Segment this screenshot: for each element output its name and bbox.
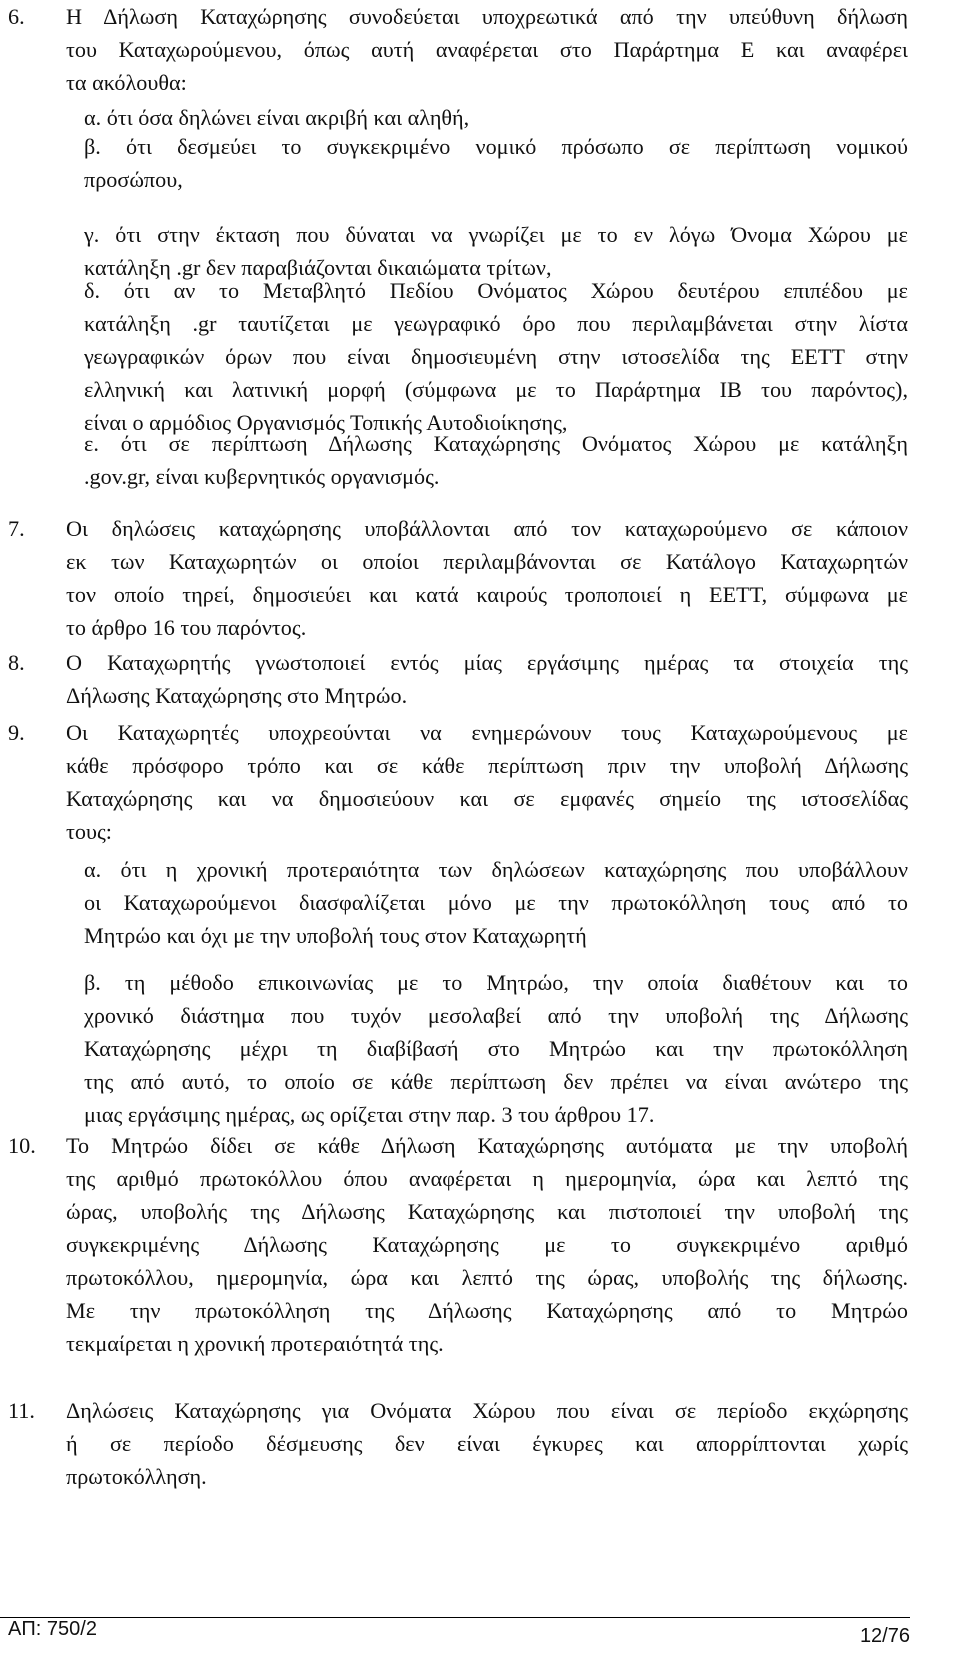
text-line: Οι δηλώσεις καταχώρησης υποβάλλονται από τον καταχωρούμενο σε κάποιον — [66, 516, 908, 541]
subitem-a — [84, 853, 908, 952]
text-line: είναι ο αρμόδιος Οργανισμός Τοπικής Αυτοδιοίκησης, — [84, 410, 568, 435]
text-line: δ. ότι αν το Μεταβλητό Πεδίου Ονόματος Χώρου δευτέρου επιπέδου με — [84, 278, 908, 303]
item-number: 8. — [8, 650, 25, 675]
text-line: γεωγραφικών όρων που είναι δημοσιευμένη στην ιστοσελίδα της ΕΕΤΤ στην — [84, 344, 908, 369]
text-line: Καταχώρησης και να δημοσιεύουν και σε εμφανές σημείο της ιστοσελίδας — [66, 786, 908, 811]
text-line: Δηλώσεις Καταχώρησης για Ονόματα Χώρου που είναι σε περίοδο εκχώρησης — [66, 1398, 908, 1423]
text-line: κατάληξη .gr ταυτίζεται με γεωγραφικό όρο που περιλαμβάνεται στην λίστα — [84, 311, 908, 336]
text-line: ελληνική και λατινική μορφή (σύμφωνα με το Παράρτημα ΙΒ του παρόντος), — [84, 377, 908, 402]
text-line: α. ότι όσα δηλώνει είναι ακριβή και αληθή, — [84, 105, 470, 130]
document-reference: ΑΠ: 750/2 — [8, 1618, 97, 1640]
text-line: γ. ότι στην έκταση που δύναται να γνωρίζει με το εν λόγω Όνομα Χώρου με — [84, 222, 908, 247]
subitem-d — [84, 274, 908, 439]
text-line: προσώπου, — [84, 167, 183, 192]
item-text — [66, 0, 908, 99]
text-line: Με την πρωτοκόλληση της Δήλωσης Καταχώρησης από το Μητρώο — [66, 1298, 908, 1323]
text-line: πρωτοκόλληση. — [66, 1464, 207, 1489]
text-line: Η Δήλωση Καταχώρησης συνοδεύεται υποχρεωτικά από την υπεύθυνη δήλωση — [66, 4, 908, 29]
item-text — [66, 1394, 908, 1493]
text-line: β. ότι δεσμεύει το συγκεκριμένο νομικό πρόσωπο σε περίπτωση νομικού — [84, 134, 908, 159]
text-line: ή σε περίοδο δέσμευσης δεν είναι έγκυρες και απορρίπτονται χωρίς — [66, 1431, 908, 1456]
text-line: Μητρώο και όχι με την υποβολή τους στον Καταχωρητή — [84, 923, 587, 948]
footer-rule — [0, 1617, 910, 1618]
text-line: τα ακόλουθα: — [66, 70, 187, 95]
text-line: Το Μητρώο δίδει σε κάθε Δήλωση Καταχώρησης αυτόματα με την υποβολή — [66, 1133, 908, 1158]
text-line: Δήλωσης Καταχώρησης στο Μητρώο. — [66, 683, 408, 708]
subitem-b — [84, 130, 908, 196]
text-line: του Καταχωρούμενου, όπως αυτή αναφέρεται στο Παράρτημα Ε και αναφέρει — [66, 37, 908, 62]
text-line: της αριθμό πρωτοκόλλου όπου αναφέρεται η ημερομηνία, ώρα και λεπτό της — [66, 1166, 908, 1191]
item-number: 10. — [8, 1133, 36, 1158]
text-line: α. ότι η χρονική προτεραιότητα των δηλώσεων καταχώρησης που υποβάλλουν — [84, 857, 908, 882]
item-text — [66, 716, 908, 848]
item-number: 7. — [8, 516, 25, 541]
item-number: 9. — [8, 720, 25, 745]
text-line: τους: — [66, 819, 112, 844]
text-line: .gov.gr, είναι κυβερνητικός οργανισμός. — [84, 464, 440, 489]
text-line: το άρθρο 16 του παρόντος. — [66, 615, 307, 640]
item-number: 6. — [8, 4, 25, 29]
item-number: 11. — [8, 1398, 35, 1423]
text-line: κατάληξη .gr δεν παραβιάζονται δικαιώματα τρίτων, — [84, 255, 552, 280]
subitem-e — [84, 427, 908, 493]
item-text — [66, 646, 908, 712]
text-line: συγκεκριμένης Δήλωσης Καταχώρησης με το συγκεκριμένο αριθμό — [66, 1232, 908, 1257]
text-line: πρωτοκόλλου, ημερομηνία, ώρα και λεπτό της ώρας, υποβολής της δήλωσης. — [66, 1265, 908, 1290]
text-line: τον οποίο τηρεί, δημοσιεύει και κατά καιρούς τροποποιεί η ΕΕΤΤ, σύμφωνα με — [66, 582, 908, 607]
text-line: Ο Καταχωρητής γνωστοποιεί εντός μίας εργάσιμης ημέρας τα στοιχεία της — [66, 650, 908, 675]
text-line: μιας εργάσιμης ημέρας, ως ορίζεται στην παρ. 3 του άρθρου 17. — [84, 1102, 655, 1127]
page-number: 12/76 — [859, 1625, 910, 1647]
text-line: τεκμαίρεται η χρονική προτεραιότητά της. — [66, 1331, 444, 1356]
text-line: οι Καταχωρούμενοι διασφαλίζεται μόνο με την πρωτοκόλληση τους από το — [84, 890, 908, 915]
item-text — [66, 512, 908, 644]
text-line: ώρας, υποβολής της Δήλωσης Καταχώρησης και πιστοποιεί την υποβολή της — [66, 1199, 908, 1224]
text-line: χρονικό διάστημα που τυχόν μεσολαβεί από την υποβολή της Δήλωσης — [84, 1003, 908, 1028]
text-line: εκ των Καταχωρητών οι οποίοι περιλαμβάνονται σε Κατάλογο Καταχωρητών — [66, 549, 908, 574]
text-line: β. τη μέθοδο επικοινωνίας με το Μητρώο, την οποία διαθέτουν και το — [84, 970, 908, 995]
text-line: Καταχώρησης μέχρι τη διαβίβασή στο Μητρώο και την πρωτοκόλληση — [84, 1036, 908, 1061]
subitem-b — [84, 966, 908, 1131]
text-line: κάθε πρόσφορο τρόπο και σε κάθε περίπτωση πριν την υποβολή Δήλωσης — [66, 753, 908, 778]
text-line: Οι Καταχωρητές υποχρεούνται να ενημερώνουν τους Καταχωρούμενους με — [66, 720, 908, 745]
text-line: ε. ότι σε περίπτωση Δήλωσης Καταχώρησης Ονόματος Χώρου με κατάληξη — [84, 431, 908, 456]
text-line: της από αυτό, το οποίο σε κάθε περίπτωση δεν πρέπει να είναι ανώτερο της — [84, 1069, 908, 1094]
item-text — [66, 1129, 908, 1360]
